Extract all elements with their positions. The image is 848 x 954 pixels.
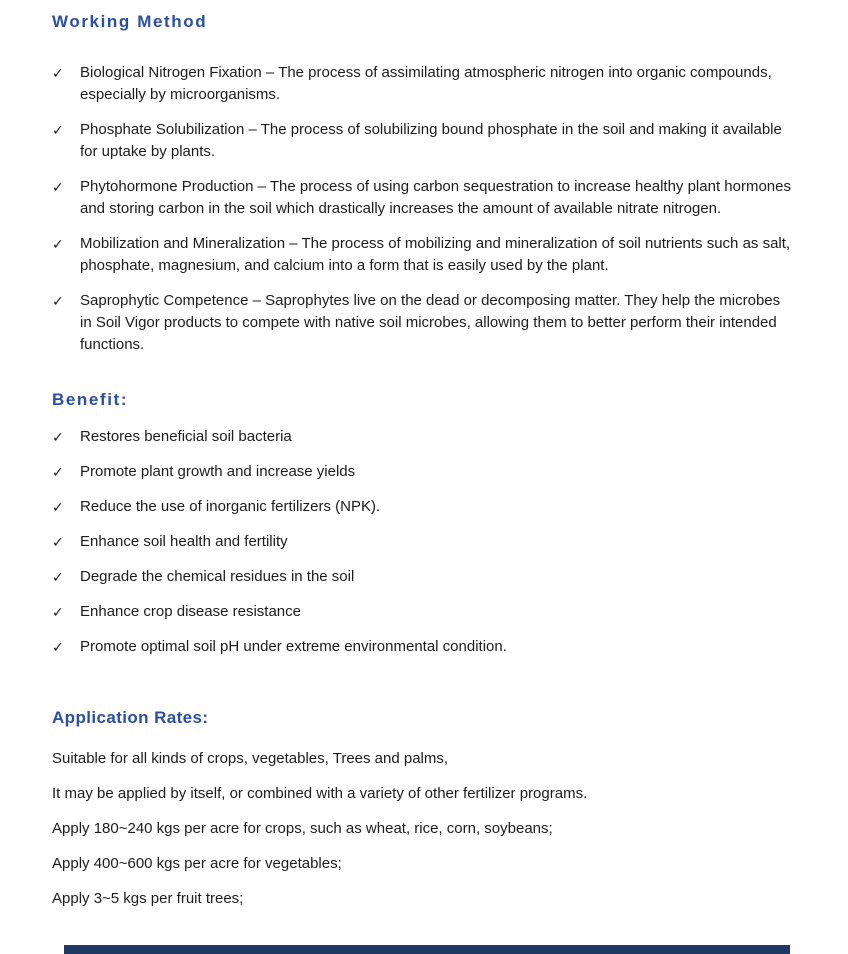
- check-icon: ✓: [52, 65, 64, 81]
- list-item: [52, 566, 792, 588]
- footer-bar: [64, 945, 790, 954]
- check-icon: ✓: [52, 236, 64, 252]
- check-icon: ✓: [52, 604, 64, 620]
- paragraph: Suitable for all kinds of crops, vegetables, Trees and palms,: [52, 750, 449, 767]
- check-icon: ✓: [52, 429, 64, 445]
- list-item: [52, 119, 792, 163]
- list-item: [52, 531, 792, 553]
- check-icon: ✓: [52, 569, 64, 585]
- check-icon: ✓: [52, 639, 64, 655]
- check-icon: ✓: [52, 499, 64, 515]
- list-item-text: Degrade the chemical residues in the soil: [80, 568, 355, 585]
- application-rates-heading: Application Rates:: [52, 708, 209, 727]
- working-method-heading: Working Method: [52, 12, 208, 31]
- list-item-text: Promote optimal soil pH under extreme environmental condition.: [80, 638, 507, 655]
- list-item: [52, 176, 792, 220]
- check-icon: ✓: [52, 122, 64, 138]
- list-item-text: Restores beneficial soil bacteria: [80, 428, 292, 445]
- paragraph: Apply 180~240 kgs per acre for crops, such as wheat, rice, corn, soybeans;: [52, 820, 553, 837]
- list-item-text: Mobilization and Mineralization – The process of mobilizing and mineralization of soil nutrients such as salt, phosphate, magnesium, and calcium into a form that is easily used by the plant.: [80, 235, 791, 274]
- benefit-list: [52, 426, 792, 658]
- paragraph: It may be applied by itself, or combined with a variety of other fertilizer programs.: [52, 785, 588, 802]
- list-item-text: Enhance crop disease resistance: [80, 603, 301, 620]
- list-item: [52, 426, 792, 448]
- working-method-list: [52, 62, 792, 356]
- list-item: [52, 62, 792, 106]
- list-item: [52, 233, 792, 277]
- check-icon: ✓: [52, 293, 64, 309]
- paragraph: Apply 400~600 kgs per acre for vegetables;: [52, 855, 342, 872]
- check-icon: ✓: [52, 464, 64, 480]
- paragraph: Apply 3~5 kgs per fruit trees;: [52, 890, 244, 907]
- benefit-heading: Benefit:: [52, 390, 129, 409]
- list-item-text: Phosphate Solubilization – The process of solubilizing bound phosphate in the soil and making it available for uptake by plants.: [80, 121, 782, 160]
- benefit-section: [52, 390, 792, 658]
- list-item-text: Saprophytic Competence – Saprophytes live on the dead or decomposing matter. They help the microbes in Soil Vigor products to compete with native soil microbes, allowing them to better perform their intended functions.: [80, 292, 781, 353]
- application-rates-section: [52, 708, 792, 910]
- list-item-text: Phytohormone Production – The process of using carbon sequestration to increase healthy plant hormones and storing carbon in the soil which drastically increases the amount of available nitrate nitrogen.: [80, 178, 791, 217]
- list-item: [52, 290, 792, 356]
- check-icon: ✓: [52, 534, 64, 550]
- list-item-text: Promote plant growth and increase yields: [80, 463, 356, 480]
- list-item: [52, 601, 792, 623]
- list-item: [52, 636, 792, 658]
- list-item-text: Reduce the use of inorganic fertilizers (NPK).: [80, 498, 381, 515]
- check-icon: ✓: [52, 179, 64, 195]
- list-item-text: Enhance soil health and fertility: [80, 533, 288, 550]
- list-item-text: Biological Nitrogen Fixation – The process of assimilating atmospheric nitrogen into organic compounds, especially by microorganisms.: [80, 64, 772, 103]
- list-item: [52, 461, 792, 483]
- list-item: [52, 496, 792, 518]
